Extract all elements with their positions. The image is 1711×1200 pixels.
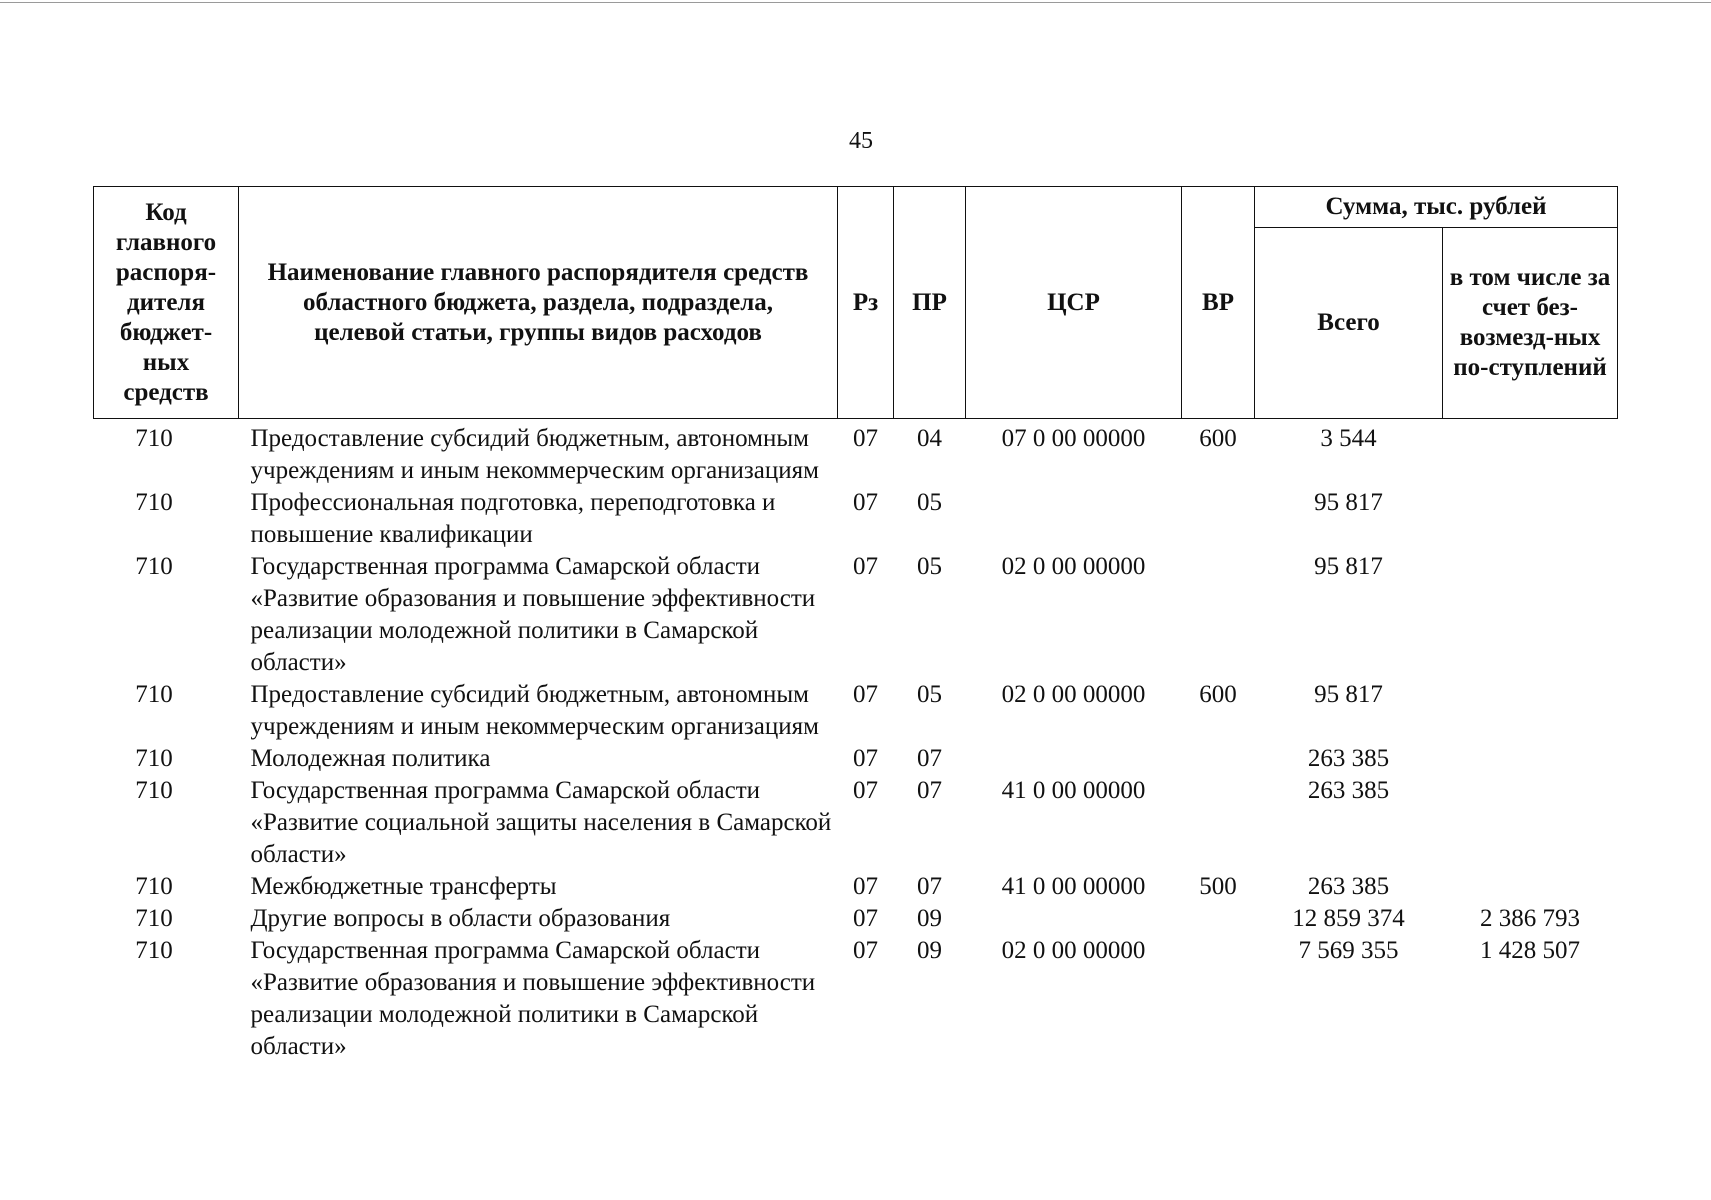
- cell-code: 710: [135, 937, 173, 964]
- cell-name: Другие вопросы в области образования: [250, 905, 671, 932]
- table-row: [94, 871, 1618, 903]
- cell-rz: 07: [853, 777, 878, 804]
- cell-code: 710: [135, 681, 173, 708]
- cell-incl: 2 386 793: [1480, 905, 1580, 932]
- cell-rz: 07: [853, 905, 878, 932]
- cell-rz: 07: [853, 425, 878, 452]
- cell-csr: 02 0 00 00000: [1001, 937, 1146, 964]
- cell-code: 710: [135, 873, 173, 900]
- cell-csr: 02 0 00 00000: [1001, 681, 1146, 708]
- cell-code: 710: [135, 745, 173, 772]
- cell-total: 7 569 355: [1298, 937, 1399, 964]
- cell-pr: 07: [917, 745, 942, 772]
- cell-incl: [1443, 743, 1618, 775]
- table-row: [94, 935, 1618, 1063]
- header-incl: в том числе за счет без-возмезд-ных по-ступлений: [1443, 228, 1618, 419]
- cell-vr: 500: [1199, 873, 1237, 900]
- cell-name: Государственная программа Самарской области «Развитие образования и повышение эффективности реализации молодежной политики в Самарской области»: [250, 553, 816, 676]
- cell-csr: 41 0 00 00000: [1001, 873, 1146, 900]
- cell-vr: [1182, 743, 1255, 775]
- cell-total: 12 859 374: [1292, 905, 1405, 932]
- page-number: 45: [849, 128, 873, 154]
- cell-name: Предоставление субсидий бюджетным, автономным учреждениям и иным некоммерческим организациям: [250, 425, 819, 484]
- table-row: [94, 743, 1618, 775]
- cell-csr: [966, 903, 1182, 935]
- header-csr: ЦСР: [966, 187, 1182, 419]
- cell-total: 263 385: [1307, 777, 1390, 804]
- header-vr: ВР: [1182, 187, 1255, 419]
- cell-pr: 07: [917, 873, 942, 900]
- cell-total: 263 385: [1307, 745, 1390, 772]
- cell-csr: [966, 743, 1182, 775]
- cell-code: 710: [135, 489, 173, 516]
- table-row: [94, 551, 1618, 679]
- cell-rz: 07: [853, 873, 878, 900]
- table-row: [94, 679, 1618, 743]
- header-rz: Рз: [838, 187, 894, 419]
- cell-name: Межбюджетные трансферты: [250, 873, 557, 900]
- cell-incl: [1443, 775, 1618, 871]
- cell-csr: 07 0 00 00000: [1001, 425, 1146, 452]
- cell-vr: 600: [1199, 681, 1237, 708]
- table-body: [94, 419, 1618, 1064]
- cell-pr: 07: [917, 777, 942, 804]
- cell-pr: 05: [917, 553, 942, 580]
- cell-pr: 04: [917, 425, 942, 452]
- cell-code: 710: [135, 553, 173, 580]
- cell-vr: [1182, 935, 1255, 1063]
- cell-rz: 07: [853, 937, 878, 964]
- table-row: [94, 775, 1618, 871]
- cell-total: 3 544: [1320, 425, 1377, 452]
- cell-pr: 09: [917, 905, 942, 932]
- cell-csr: 02 0 00 00000: [1001, 553, 1146, 580]
- cell-name: Профессиональная подготовка, переподготовка и повышение квалификации: [250, 489, 776, 548]
- cell-name: Государственная программа Самарской области «Развитие социальной защиты населения в Самарской области»: [250, 777, 832, 868]
- cell-incl: [1443, 871, 1618, 903]
- cell-pr: 05: [917, 681, 942, 708]
- cell-incl: [1443, 551, 1618, 679]
- cell-pr: 09: [917, 937, 942, 964]
- cell-name: Молодежная политика: [250, 745, 491, 772]
- cell-total: 95 817: [1314, 681, 1383, 708]
- cell-code: 710: [135, 425, 173, 452]
- table-header: [94, 187, 1618, 419]
- cell-rz: 07: [853, 489, 878, 516]
- cell-name: Предоставление субсидий бюджетным, автономным учреждениям и иным некоммерческим организациям: [250, 681, 819, 740]
- cell-code: 710: [135, 905, 173, 932]
- cell-vr: [1182, 903, 1255, 935]
- cell-vr: [1182, 487, 1255, 551]
- cell-incl: [1443, 419, 1618, 488]
- table-row: [94, 487, 1618, 551]
- cell-vr: [1182, 775, 1255, 871]
- header-name: Наименование главного распорядителя средств областного бюджета, раздела, подраздела, целевой статьи, группы видов расходов: [239, 187, 838, 419]
- cell-csr: [966, 487, 1182, 551]
- table-row: [94, 419, 1618, 488]
- cell-total: 95 817: [1314, 553, 1383, 580]
- cell-vr: 600: [1199, 425, 1237, 452]
- cell-incl: 1 428 507: [1480, 937, 1580, 964]
- header-total: Всего: [1255, 228, 1443, 419]
- cell-vr: [1182, 551, 1255, 679]
- top-border-line: [0, 2, 1711, 3]
- header-pr: ПР: [894, 187, 966, 419]
- budget-table: [93, 186, 1618, 1063]
- header-code: Код главного распоря-дителя бюджет-ных средств: [94, 187, 239, 419]
- table-row: [94, 903, 1618, 935]
- cell-name: Государственная программа Самарской области «Развитие образования и повышение эффективности реализации молодежной политики в Самарской области»: [250, 937, 816, 1060]
- cell-incl: [1443, 487, 1618, 551]
- cell-pr: 05: [917, 489, 942, 516]
- header-sum-group: Сумма, тыс. рублей: [1255, 187, 1618, 228]
- cell-rz: 07: [853, 553, 878, 580]
- cell-incl: [1443, 679, 1618, 743]
- cell-total: 263 385: [1307, 873, 1390, 900]
- cell-csr: 41 0 00 00000: [1001, 777, 1146, 804]
- cell-code: 710: [135, 777, 173, 804]
- cell-rz: 07: [853, 681, 878, 708]
- cell-rz: 07: [853, 745, 878, 772]
- cell-total: 95 817: [1314, 489, 1383, 516]
